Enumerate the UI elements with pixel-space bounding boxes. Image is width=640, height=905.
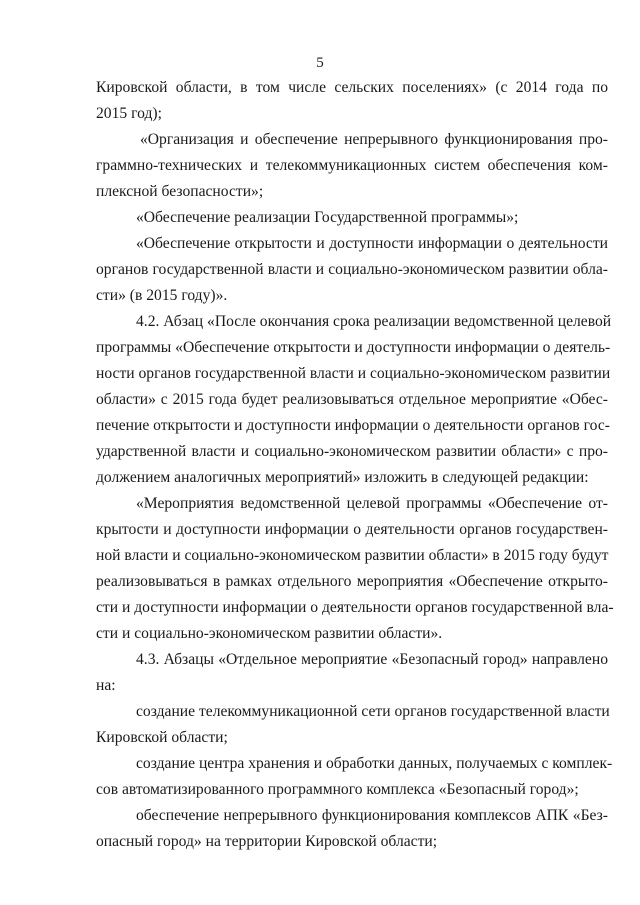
text-line: печение открытости и доступности информации о деятельности органов гос- [96,417,610,434]
text-line: ности органов государственной власти и социально-экономическом развитии [96,365,611,382]
text-line: сти» (в 2015 году)». [96,287,228,304]
text-line: плексной безопасности»; [96,183,264,200]
text-line: Кировской области, в том числе сельских поселениях» (с 2014 года по [96,79,608,96]
text-line: крытости и доступности информации о деятельности органов государствен- [96,521,608,538]
text-line: сти и социально-экономическом развитии области». [96,625,443,642]
text-line: обеспечение непрерывного функционирования комплексов АПК «Без- [136,807,608,824]
text-line: «Мероприятия ведомственной целевой программы «Обеспечение от- [136,495,608,512]
text-line: «Организация и обеспечение непрерывного функционирования про- [140,131,608,148]
text-line: «Обеспечение открытости и доступности информации о деятельности [136,235,608,252]
text-line: области» с 2015 года будет реализовываться отдельное мероприятие «Обес- [96,391,608,408]
text-line: 2015 год); [96,105,162,122]
text-line: граммно-технических и телекоммуникационных систем обеспечения ком- [96,157,608,174]
page-number: 5 [316,55,324,71]
text-line: на: [96,677,116,694]
text-line: Кировской области; [96,729,228,746]
text-line: реализовываться в рамках отдельного мероприятия «Обеспечение открыто- [96,573,608,590]
text-line: сов автоматизированного программного комплекса «Безопасный город»; [96,781,579,798]
text-line: создание центра хранения и обработки данных, получаемых с комплек- [136,755,613,772]
text-line: создание телекоммуникационной сети органов государственной власти [136,703,610,720]
text-line: органов государственной власти и социально-экономическом развитии обла- [96,261,608,278]
text-line: 4.2. Абзац «После окончания срока реализации ведомственной целевой [136,313,612,330]
text-line: опасный город» на территории Кировской области; [96,833,438,850]
text-line: ударственной власти и социально-экономическом развитии области» с про- [96,443,608,460]
text-line: сти и доступности информации о деятельности органов государственной вла- [96,599,614,616]
text-line: «Обеспечение реализации Государственной программы»; [136,209,519,226]
text-line: должением аналогичных мероприятий» изложить в следующей редакции: [96,469,589,486]
text-line: 4.3. Абзацы «Отдельное мероприятие «Безопасный город» направлено [136,651,608,668]
text-line: ной власти и социально-экономическом развитии области» в 2015 году будут [96,547,609,564]
text-line: программы «Обеспечение открытости и доступности информации о деятель- [96,339,611,356]
